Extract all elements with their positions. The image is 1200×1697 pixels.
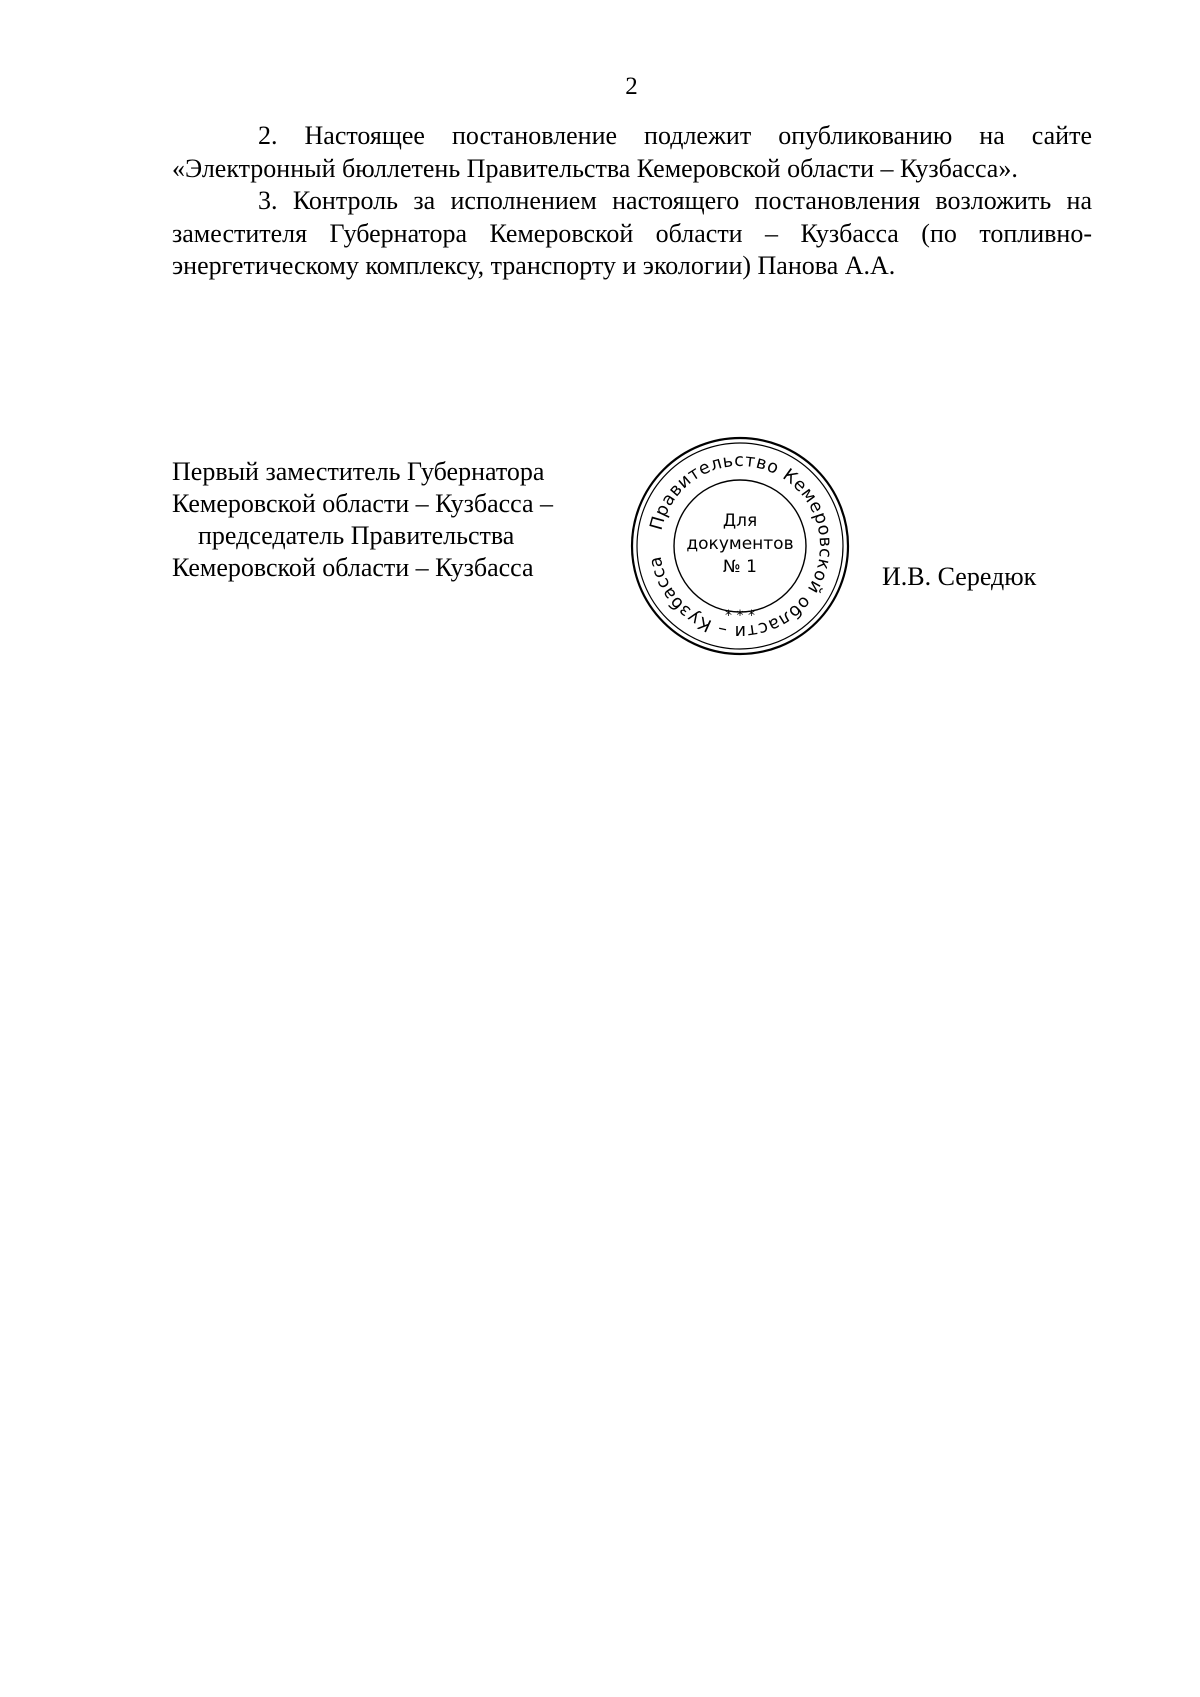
position-line: Первый заместитель Губернатора xyxy=(172,457,545,486)
seal-graphic xyxy=(627,433,853,659)
signatory-name: И.В. Середюк xyxy=(882,562,1037,591)
official-seal-stamp xyxy=(627,433,853,659)
paragraph-control: 3. Контроль за исполнением настоящего постановления возложить на заместителя Губернатора Кемеровской области – Кузбасса (по топливно-энергетическому комплексу, транспорту и экологии) Панова А.А. xyxy=(172,186,1092,280)
position-line: Кемеровской области – Кузбасса – xyxy=(172,489,554,518)
signatory-position xyxy=(172,456,602,584)
seal-center-line: документов xyxy=(686,534,794,554)
body-text xyxy=(172,120,1092,283)
position-line: Кемеровской области – Кузбасса xyxy=(172,553,534,582)
page-number: 2 xyxy=(625,73,638,100)
seal-center-line: № 1 xyxy=(723,557,757,577)
seal-stars: * * * xyxy=(725,608,755,624)
seal-center-line: Для xyxy=(722,511,758,531)
position-line: председатель Правительства xyxy=(198,521,515,550)
paragraph-publication: 2. Настоящее постановление подлежит опубликованию на сайте «Электронный бюллетень Правительства Кемеровской области – Кузбасса». xyxy=(172,121,1092,183)
seal-ring-text: Правительство Кемеровской области – Кузбасса xyxy=(645,450,836,642)
